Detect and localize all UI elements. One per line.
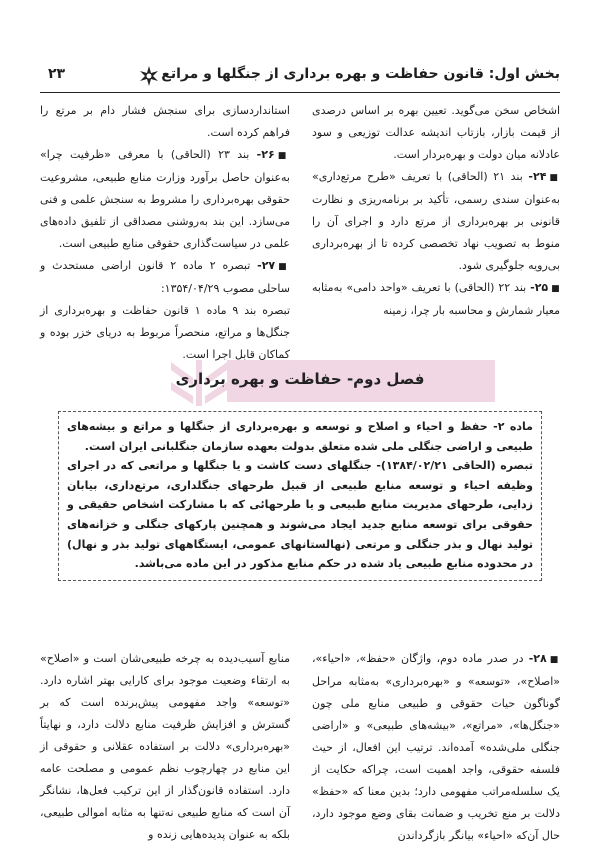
paragraph: منابع آسیب‌دیده به چرخه طبیعی‌شان است و «اصلاح» به ارتقاء وضعیت موجود برای کارایی بهتر اشاره دارد. «توسعه» واجد مفهومی پیش‌برنده است که بر گسترش و افزایش ظرفیت منابع دلالت دارد، و نهایتاً «بهره‌برداری» دلالت بر استفاده عقلانی و حقوقی از این منابع در چهارچوب نظم عمومی و مصلحت عامه دارد. استفاده قانون‌گذار از این ترکیب فعل‌ها، نشانگر آن است که منابع طبیعی نه‌تنها به مثابه اموالی طبیعی، بلکه به عنوان پدیده‌هایی زنده و — [40, 652, 290, 841]
star-ornament-icon — [132, 64, 166, 88]
article-text: ماده ۲- حفظ و احیاء و اصلاح و توسعه و بهره‌برداری از جنگلها و مراتع و بیشه‌های طبیعی و اراضی جنگلی ملی شده متعلق بدولت بعهده سازمان جنگلبانی ایران است. — [67, 420, 533, 453]
paragraph-25: ■۲۵- بند ۲۲ (الحاقی) با تعریف «واحد دامی» به‌مثابه معیار شمارش و محاسبه بار چرا، زمینه — [312, 281, 561, 317]
paragraph: استانداردسازی برای سنجش فشار دام بر مرتع را فراهم کرده است. — [40, 104, 290, 139]
bullet-square-icon: ■ — [278, 262, 290, 272]
paragraph: تبصره بند ۹ ماده ۱ قانون حفاظت و بهره‌برداری از جنگل‌ها و مراتع، منحصراً مربوط به دریای خزر بوده و کماکان قابل اجرا است. — [40, 304, 291, 361]
top-right-column — [312, 100, 560, 322]
bottom-left-column — [40, 648, 290, 846]
paragraph-27: ■۲۷- تبصره ۲ ماده ۲ قانون اراضی مستحدث و ساحلی مصوب ۱۳۵۴/۰۴/۲۹: — [40, 259, 290, 295]
bullet-square-icon: ■ — [277, 151, 290, 161]
law-text-box — [58, 411, 542, 581]
page-number: ۲۳ — [48, 66, 66, 82]
running-header — [40, 64, 560, 88]
header-title: بخش اول: قانون حفاظت و بهره برداری از جنگلها و مراتع — [161, 66, 560, 82]
paragraph-28: ■۲۸- در صدر ماده دوم، واژگان «حفظ»، «احیاء»، «اصلاح»، «توسعه» و «بهره‌برداری» به‌مثابه مراحل گوناگون حیات حقوقی و طبیعی منابع ملی چون «جنگل‌ها»، «مراتع»، «بیشه‌های طبیعی» و «اراضی جنگلی ملی‌شده» آمده‌اند. ترتیب این افعال، از حیث فلسفه حقوقی، واجد اهمیت است، چراکه حکایت از یک سلسله‌مراتب مفهومی دارد؛ بدین معنا که «حفظ» دلالت بر منع تخریب و ضمانت بقای وضع موجود دارد، حال آن‌که «احیاء» بیانگر بازگرداندن — [312, 652, 560, 842]
paragraph-24: ■۲۴- بند ۲۱ (الحاقی) با تعریف «طرح مرتع‌داری» به‌عنوان سندی رسمی، تأکید بر برنامه‌ریزی و نظارت قانونی بر بهره‌برداری از مرتع دارد و اجرای آن را منوط به تصویب نهاد تخصصی کرده تا از بهره‌برداری بی‌رویه جلوگیری شود. — [312, 170, 561, 272]
top-left-column — [40, 100, 290, 366]
bottom-right-column — [312, 648, 560, 847]
header-divider — [40, 92, 560, 93]
paragraph: اشخاص سخن می‌گوید. تعیین بهره بر اساس درصدی از قیمت بازار، بازتاب اندیشه عدالت توزیعی و سود عادلانه میان دولت و بهره‌بردار است. — [312, 104, 560, 161]
chapter-title: فصل دوم- حفاظت و بهره برداری — [175, 370, 425, 388]
bullet-square-icon: ■ — [551, 284, 561, 294]
paragraph-26: ■۲۶- بند ۲۳ (الحاقی) با معرفی «ظرفیت چرا» به‌عنوان حاصل برآورد وزارت منابع طبیعی، مشروعیت حقوقی بهره‌برداری را مشروط به سنجش علمی و فنی می‌سازد. این بند به‌روشنی مصداقی از تلفیق داده‌های علمی در سیاست‌گذاری حقوقی منابع طبیعی است. — [40, 148, 290, 250]
bullet-square-icon: ■ — [549, 173, 561, 183]
note-text: تبصره (الحاقی ۱۳۸۴/۰۲/۲۱)- جنگلهای دست کاشت و یا جنگلها و مراتعی که در اجرای وظیفه احیاء و توسعه منابع طبیعی از قبیل طرحهای جنگلداری، مرتع‌داری، بیابان زدایی، طرحهای مدیریت منابع طبیعی و یا طرحهائی که با مشارکت اشخاص حقیقی و حقوقی برای توسعه منابع جدید ایجاد می‌شوند و همچنین پارکهای جنگلی و خزانه‌های تولید نهال و بذر جنگلی و مرتعی (نهالستانهای عمومی، ایستگاههای تولید بذر و نهال) در محدوده منابع طبیعی یاد شده در حکم منابع مذکور در این ماده می‌باشد. — [67, 459, 534, 571]
bullet-square-icon: ■ — [549, 655, 560, 665]
